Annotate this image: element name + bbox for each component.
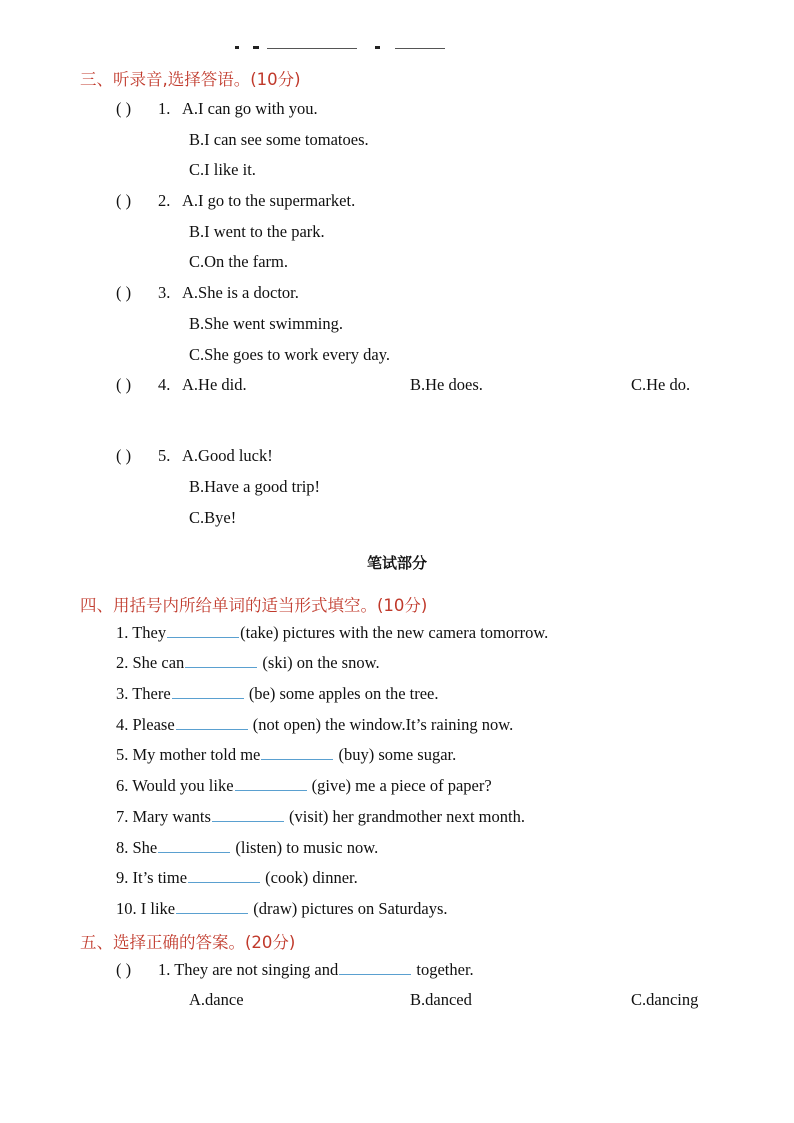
question-number: 1. bbox=[158, 99, 171, 118]
question-number: 3. bbox=[158, 283, 171, 302]
option-b: B.Have a good trip! bbox=[189, 477, 321, 496]
question-number: 2. bbox=[158, 191, 171, 210]
fill-item: 1. They (take) pictures with the new camera tomorrow. bbox=[116, 623, 549, 642]
question-number: 5. bbox=[158, 446, 171, 465]
option-c: C.On the farm. bbox=[189, 252, 288, 271]
answer-blank[interactable] bbox=[235, 776, 307, 791]
fill-item: 6. Would you like (give) me a piece of paper? bbox=[116, 776, 492, 795]
option-c: C.dancing bbox=[631, 990, 699, 1009]
option-a: A.I go to the supermarket. bbox=[182, 191, 356, 210]
fill-heading: 四、用括号内所给单词的适当形式填空。(10分) bbox=[80, 596, 428, 615]
answer-blank[interactable] bbox=[158, 838, 230, 853]
fill-item: 3. There (be) some apples on the tree. bbox=[116, 684, 439, 703]
answer-paren: ( ) bbox=[116, 375, 132, 394]
option-a: A.Good luck! bbox=[182, 446, 273, 465]
option-c: C.He do. bbox=[631, 375, 691, 394]
written-section-title: 笔试部分 bbox=[366, 554, 427, 572]
option-b: B.She went swimming. bbox=[189, 314, 344, 333]
answer-blank[interactable] bbox=[176, 899, 248, 914]
answer-blank[interactable] bbox=[167, 623, 239, 638]
choice-heading: 五、选择正确的答案。(20分) bbox=[80, 933, 296, 952]
option-c: C.She goes to work every day. bbox=[189, 345, 391, 364]
fill-item: 10. I like (draw) pictures on Saturdays. bbox=[116, 899, 448, 918]
option-c: C.I like it. bbox=[189, 160, 256, 179]
fill-item: 4. Please (not open) the window.It’s raining now. bbox=[116, 715, 514, 734]
fill-item: 5. My mother told me (buy) some sugar. bbox=[116, 745, 457, 764]
question-number: 4. bbox=[158, 375, 171, 394]
answer-paren: ( ) bbox=[116, 446, 132, 465]
option-b: B.I went to the park. bbox=[189, 222, 325, 241]
listening-heading: 三、听录音,选择答语。(10分) bbox=[80, 70, 301, 89]
answer-paren: ( ) bbox=[116, 99, 132, 118]
answer-paren: ( ) bbox=[116, 960, 132, 979]
answer-paren: ( ) bbox=[116, 283, 132, 302]
option-a: A.He did. bbox=[182, 375, 247, 394]
option-a: A.I can go with you. bbox=[182, 99, 318, 118]
fill-item: 9. It’s time (cook) dinner. bbox=[116, 868, 358, 887]
answer-blank[interactable] bbox=[212, 807, 284, 822]
cropped-text-fragment bbox=[205, 44, 445, 52]
answer-blank[interactable] bbox=[172, 684, 244, 699]
option-b: B.I can see some tomatoes. bbox=[189, 130, 369, 149]
answer-blank[interactable] bbox=[261, 745, 333, 760]
answer-blank[interactable] bbox=[188, 868, 260, 883]
answer-paren: ( ) bbox=[116, 191, 132, 210]
option-c: C.Bye! bbox=[189, 508, 237, 527]
fill-item: 7. Mary wants (visit) her grandmother next month. bbox=[116, 807, 525, 826]
fill-item: 2. She can (ski) on the snow. bbox=[116, 653, 380, 672]
option-a: A.She is a doctor. bbox=[182, 283, 299, 302]
option-a: A.dance bbox=[189, 990, 244, 1009]
fill-item: 8. She (listen) to music now. bbox=[116, 838, 379, 857]
answer-blank[interactable] bbox=[185, 653, 257, 668]
option-b: B.danced bbox=[410, 990, 472, 1009]
answer-blank[interactable] bbox=[339, 960, 411, 975]
option-b: B.He does. bbox=[410, 375, 483, 394]
answer-blank[interactable] bbox=[176, 715, 248, 730]
choice-question: 1. They are not singing and together. bbox=[158, 960, 474, 979]
